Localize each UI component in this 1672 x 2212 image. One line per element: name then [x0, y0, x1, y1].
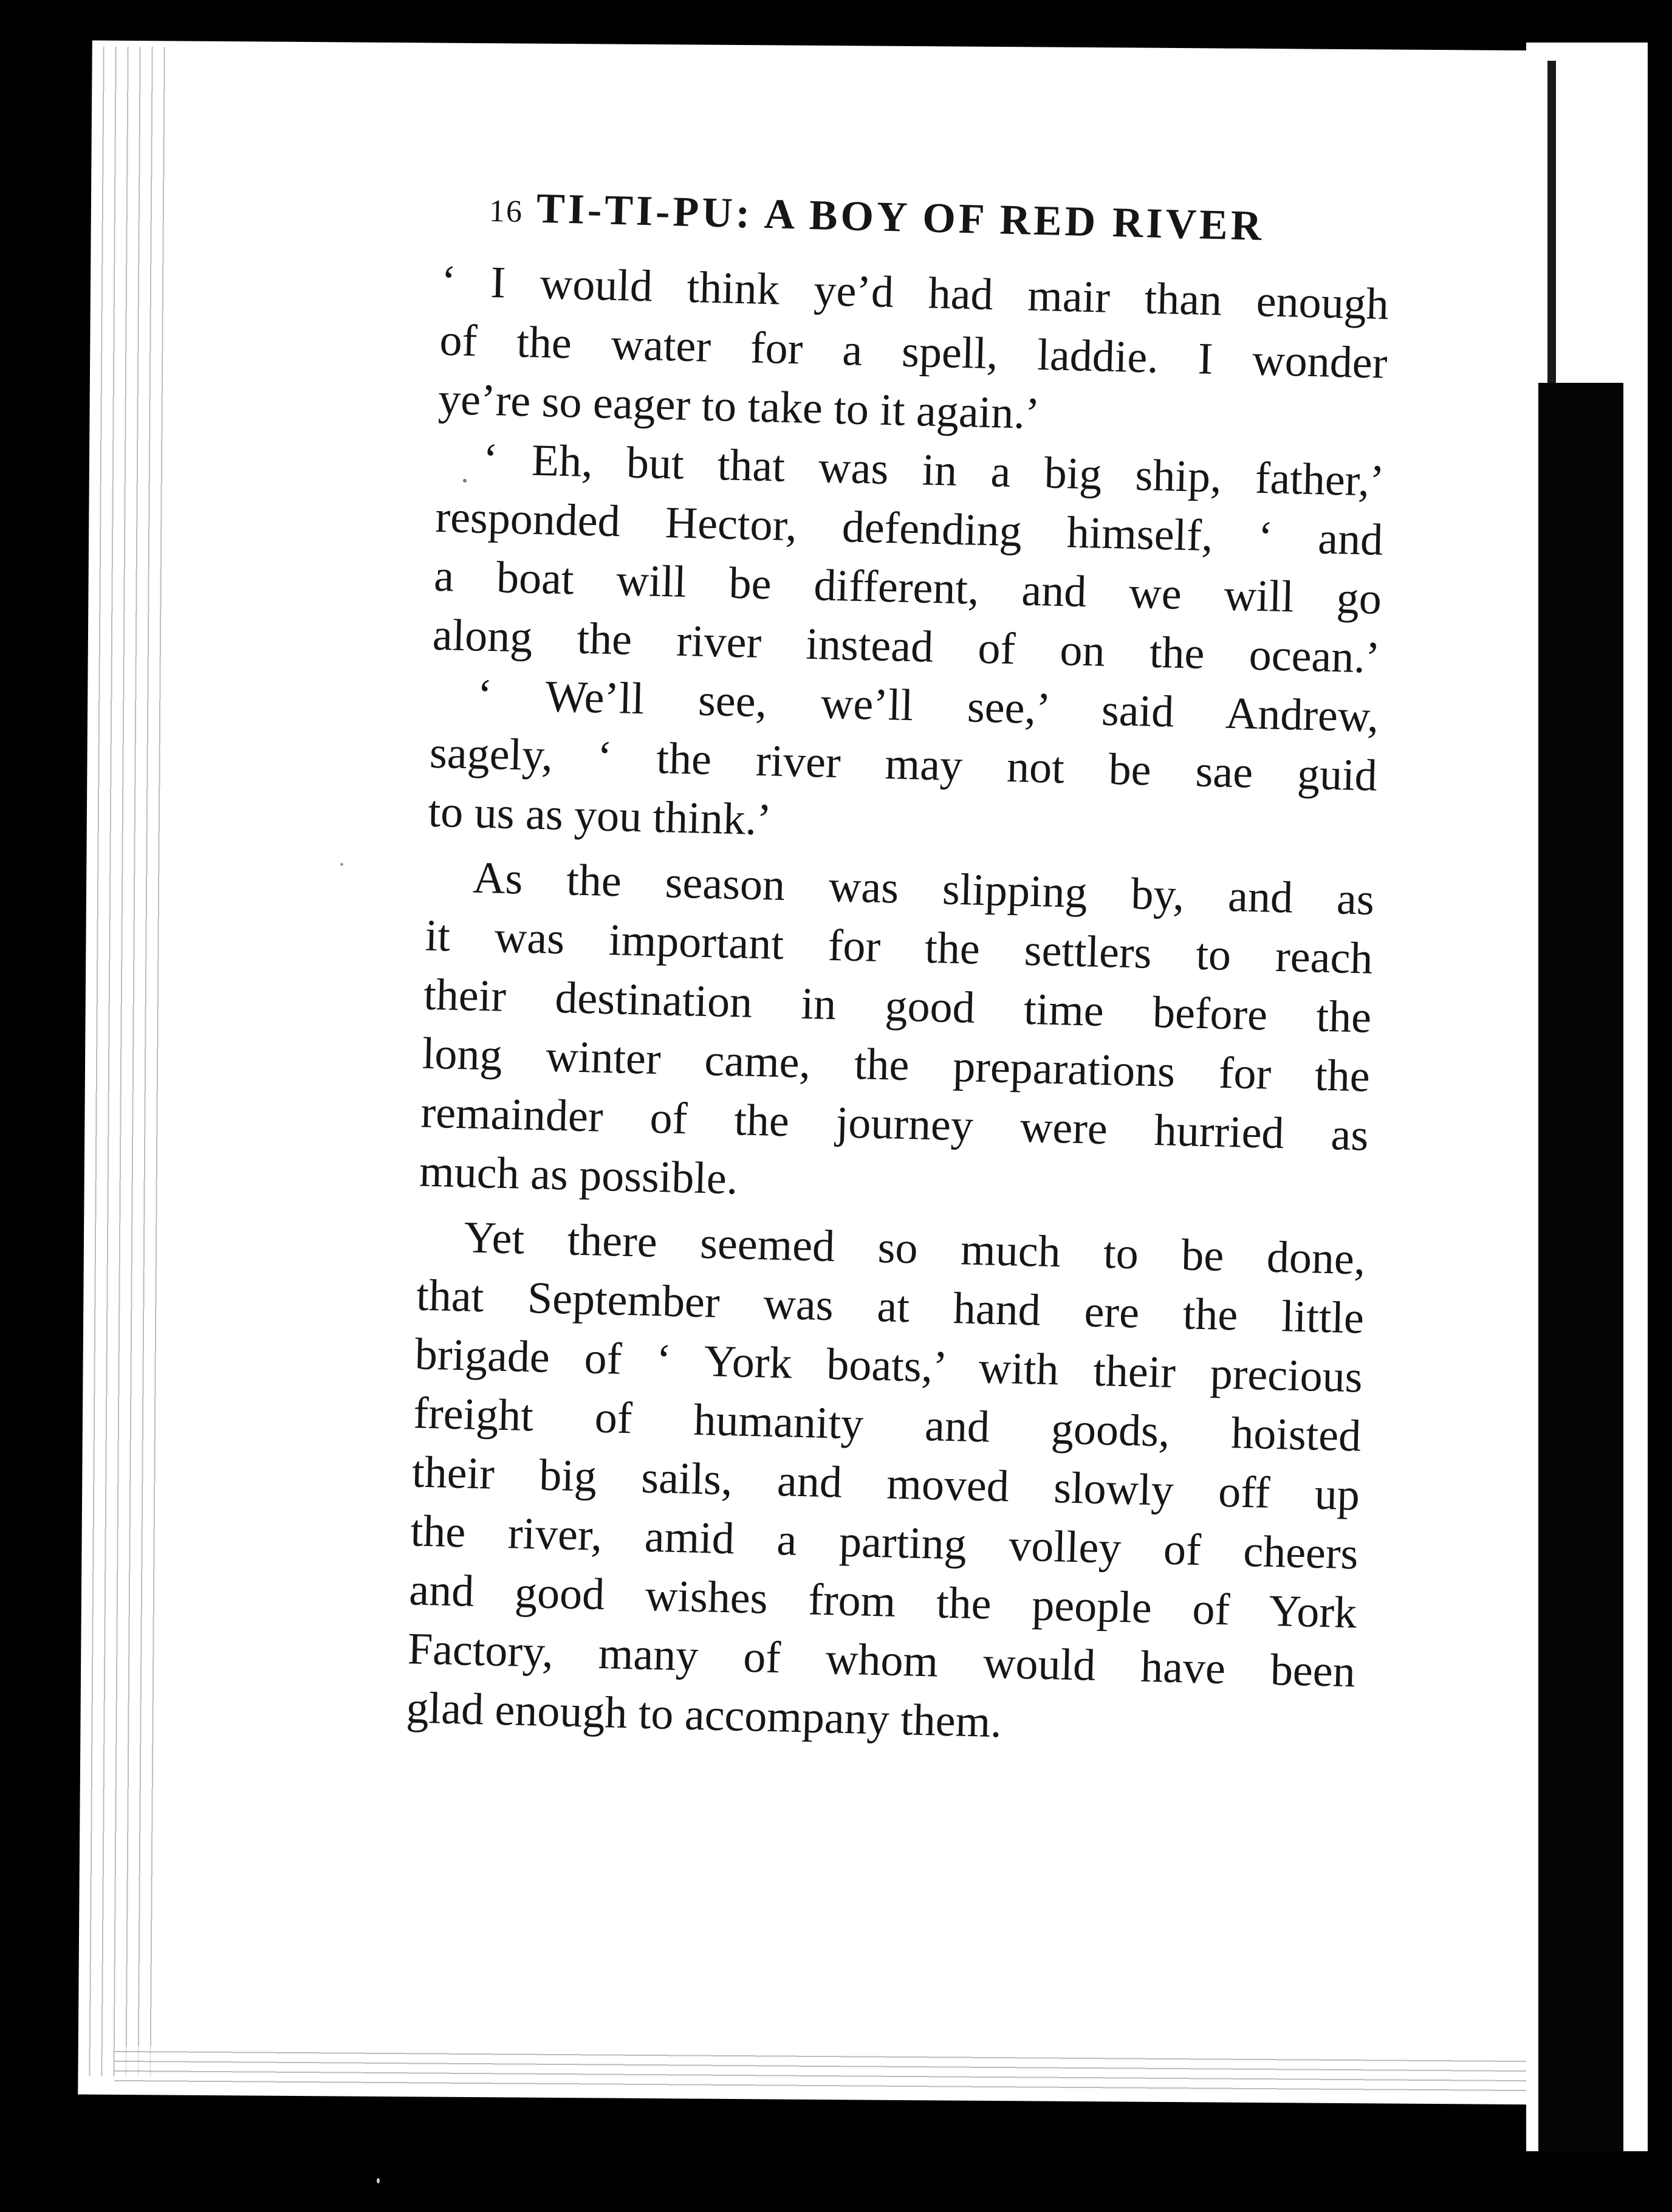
text-line: to us as you think.’	[427, 786, 772, 845]
text-line: responded Hector, defending himself, ‘ and	[434, 492, 1384, 565]
book-gutter-shadow	[1538, 383, 1623, 2151]
text-line: ‘ We’ll see, we’ll see,’ said Andrew,	[476, 670, 1380, 742]
scan-speck	[463, 479, 467, 483]
running-title: TI-TI-PU: A BOY OF RED RIVER	[536, 185, 1266, 250]
text-line: their big sails, and moved slowly off up	[411, 1447, 1360, 1520]
page-bottom-edge	[114, 2046, 1542, 2092]
paragraph	[437, 252, 1389, 452]
text-line: sagely, ‘ the river may not be sae guid	[429, 727, 1378, 801]
text-line: remainder of the journey were hurried as	[420, 1087, 1369, 1161]
scan-speck	[377, 2178, 380, 2183]
paragraph	[428, 665, 1380, 865]
text-line: long winter came, the preparations for the	[422, 1028, 1371, 1102]
text-line: ‘ Eh, but that was in a big ship, father,’	[482, 434, 1385, 506]
page-number: 16	[488, 193, 524, 230]
text-line: freight of humanity and goods, hoisted	[413, 1388, 1362, 1461]
paragraph	[406, 1207, 1366, 1760]
text-line: ‘ I would think ye’d had mair than enough	[440, 256, 1389, 330]
text-line: and good wishes from the people of York	[408, 1565, 1358, 1638]
text-line: ye’re so eager to take to it again.’	[437, 374, 1041, 439]
paragraph	[432, 429, 1385, 688]
page-text-block	[406, 185, 1391, 1760]
text-line: As the season was slipping by, and as	[472, 853, 1375, 925]
text-line: their destination in good time before the	[423, 969, 1372, 1043]
facing-page-edge	[1526, 43, 1648, 2151]
scan-speck	[340, 863, 343, 866]
page-edge-stack	[83, 47, 170, 2077]
text-line: Yet there seemed so much to be done,	[463, 1212, 1366, 1285]
text-line: of the water for a spell, laddie. I wonder	[439, 315, 1388, 389]
text-line: that September was at hand ere the little	[416, 1270, 1365, 1344]
text-line: the river, amid a parting volley of cheers	[409, 1506, 1359, 1579]
paragraph	[419, 848, 1375, 1224]
text-line: it was important for the settlers to reach	[424, 910, 1374, 984]
text-line: Factory, many of whom would have been	[407, 1624, 1356, 1697]
text-line: much as possible.	[419, 1146, 739, 1204]
text-line: glad enough to accompany them.	[405, 1683, 1002, 1748]
text-line: a boat will be different, and we will go	[433, 551, 1382, 624]
text-line: brigade of ‘ York boats,’ with their precious	[414, 1329, 1363, 1403]
text-line: along the river instead of on the ocean.’	[431, 610, 1381, 683]
